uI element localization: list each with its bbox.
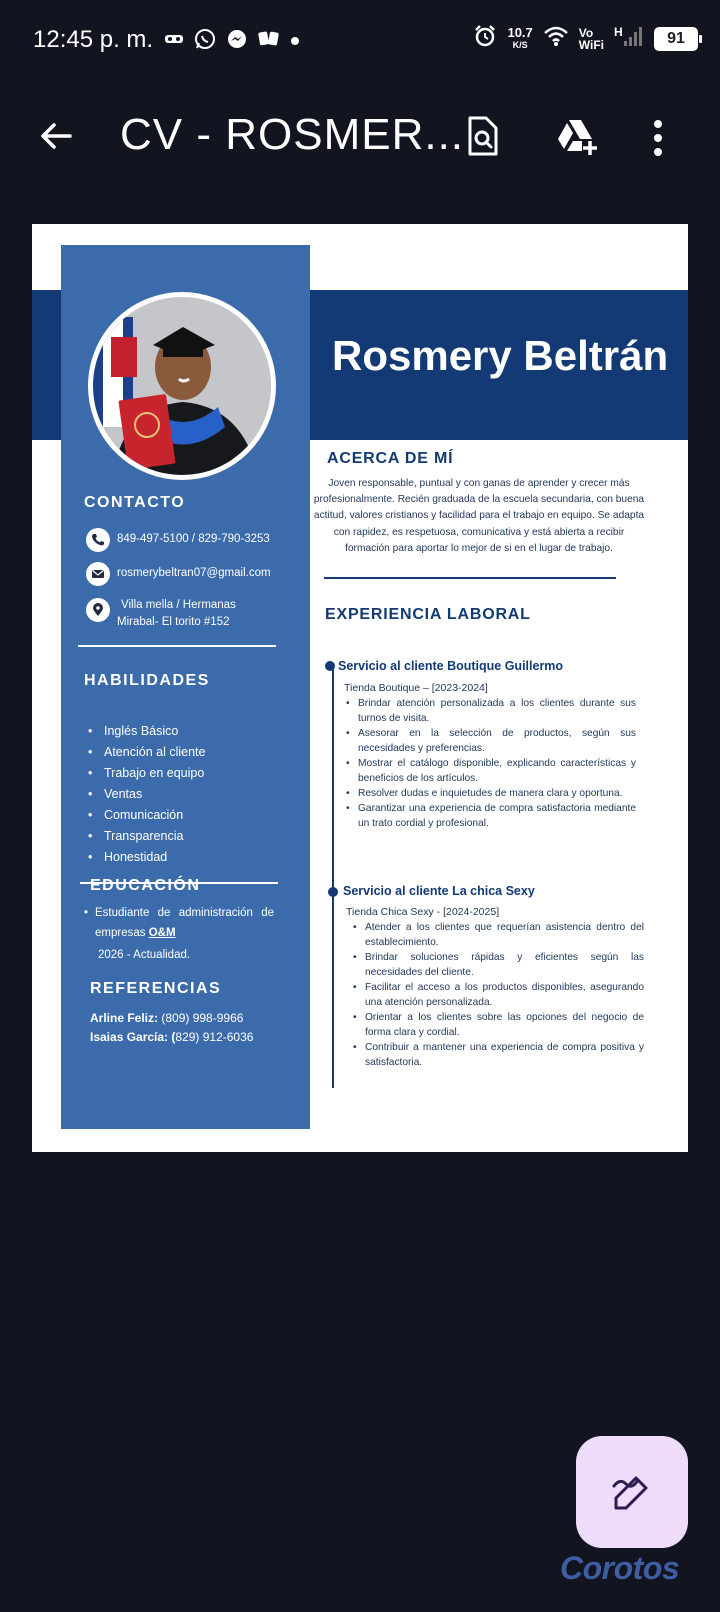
whatsapp-icon bbox=[194, 28, 216, 55]
contact-phone: 849-497-5100 / 829-790-3253 bbox=[117, 533, 270, 545]
back-arrow-icon bbox=[34, 114, 78, 158]
education-entry: • Estudiante de administración de empresas O&M bbox=[84, 903, 274, 943]
about-heading: ACERCA DE MÍ bbox=[327, 450, 454, 467]
timeline-dot bbox=[325, 661, 335, 671]
corotos-watermark: Corotos bbox=[560, 1550, 680, 1586]
job-duty: • Mostrar el catálogo disponible, explicando características y beneficios de los artículos. bbox=[346, 756, 636, 786]
job-duty: • Facilitar el acceso a los productos disponibles, asegurando una atención personalizada. bbox=[353, 980, 644, 1010]
contact-email-row bbox=[86, 562, 271, 586]
job-duty: • Brindar atención personalizada a los clientes durante sus turnos de visita. bbox=[346, 696, 636, 726]
battery-indicator: 91 bbox=[654, 27, 698, 51]
notification-icons bbox=[164, 28, 300, 55]
skill-item: • Atención al cliente bbox=[88, 742, 205, 763]
job-duty: • Orientar a los clientes sobre las opciones del negocio de forma clara y cordial. bbox=[353, 1010, 644, 1040]
skill-item: • Transparencia bbox=[88, 826, 205, 847]
experience-timeline bbox=[332, 666, 334, 1088]
contact-heading: CONTACTO bbox=[84, 494, 186, 511]
job-duty: • Garantizar una experiencia de compra satisfactoria mediante un trato cordial y profesional. bbox=[346, 801, 636, 831]
status-time: 12:45 p. m. bbox=[33, 26, 154, 53]
find-in-document-button[interactable] bbox=[458, 112, 506, 160]
job-title: Servicio al cliente Boutique Guillermo bbox=[338, 659, 564, 673]
education-heading: EDUCACIÓN bbox=[90, 877, 201, 894]
vowifi-indicator: Vo WiFi bbox=[578, 25, 604, 52]
job-duty: • Atender a los clientes que requerían asistencia dentro del establecimiento. bbox=[353, 920, 644, 950]
alarm-icon bbox=[473, 24, 497, 53]
document-title: CV - ROSMER... bbox=[120, 110, 465, 159]
contact-email: rosmerybeltran07@gmail.com bbox=[117, 567, 271, 579]
resume-name: Rosmery Beltrán bbox=[332, 332, 669, 379]
about-text: Joven responsable, puntual y con ganas de aprender y crecer más profesionalmente. Recién graduada de la escuela secundaria, con buena actitud, valores cristianos y facilidad para el trabajo en equipo. Se adapta con rapidez, es respetuosa, comunicativa y está abierta a recibir formación para aportar lo mejor de si en el lugar de trabajo. bbox=[313, 478, 645, 554]
job-duty: • Asesorar en la selección de productos, según sus necesidades y preferencias. bbox=[346, 726, 636, 756]
job-duties-list bbox=[353, 920, 644, 1070]
skill-item: • Trabajo en equipo bbox=[88, 763, 205, 784]
reference-item: Isaias García: (829) 912-6036 bbox=[90, 1030, 254, 1044]
contact-address: Villa mella / Hermanas Mirabal- El torito #152 bbox=[117, 599, 236, 628]
email-icon bbox=[86, 562, 110, 586]
skills-list bbox=[88, 721, 205, 868]
skill-item: • Ventas bbox=[88, 784, 205, 805]
messenger-icon bbox=[226, 28, 248, 55]
annotate-pen-icon bbox=[610, 1470, 654, 1514]
job-subtitle: Tienda Chica Sexy - [2024-2025] bbox=[346, 906, 500, 918]
drive-add-icon bbox=[552, 112, 600, 160]
skills-heading: HABILIDADES bbox=[84, 672, 210, 689]
job-duty: • Resolver dudas e inquietudes de manera clara y oportuna. bbox=[346, 786, 636, 801]
more-notifications-dot bbox=[290, 33, 300, 51]
phone-icon bbox=[86, 528, 110, 552]
references-heading: REFERENCIAS bbox=[90, 980, 222, 997]
app-bar bbox=[0, 90, 720, 180]
more-options-button[interactable] bbox=[646, 112, 670, 160]
graduate-portrait-image bbox=[93, 297, 271, 475]
location-pin-icon bbox=[86, 598, 110, 622]
back-button[interactable] bbox=[34, 114, 78, 158]
contact-address-row bbox=[86, 598, 236, 631]
incognito-icon bbox=[164, 32, 184, 51]
game-icon bbox=[258, 30, 280, 53]
wifi-icon bbox=[543, 25, 569, 52]
job-duty: • Brindar soluciones rápidas y eficientes según las necesidades del cliente. bbox=[353, 950, 644, 980]
svg-text:H: H bbox=[614, 25, 623, 39]
signal-icon bbox=[614, 24, 644, 53]
document-search-icon bbox=[458, 112, 506, 160]
edit-fab-button[interactable] bbox=[576, 1436, 688, 1548]
reference-item: Arline Feliz: (809) 998-9966 bbox=[90, 1011, 244, 1025]
profile-photo bbox=[88, 292, 276, 480]
job-subtitle: Tienda Boutique – [2023-2024] bbox=[344, 682, 488, 694]
job-duties-list bbox=[346, 696, 636, 831]
sidebar-divider bbox=[78, 645, 276, 647]
skill-item: • Comunicación bbox=[88, 805, 205, 826]
school-name: O&M bbox=[148, 927, 176, 939]
section-rule bbox=[324, 577, 616, 579]
more-vert-icon bbox=[646, 112, 670, 160]
job-duty: • Contribuir a mantener una experiencia de compra positiva y satisfactoria. bbox=[353, 1040, 644, 1070]
skill-item: • Honestidad bbox=[88, 847, 205, 868]
education-years: 2026 - Actualidad. bbox=[98, 949, 191, 961]
document-page[interactable] bbox=[32, 224, 688, 1152]
contact-phone-row bbox=[86, 528, 270, 552]
timeline-dot bbox=[328, 887, 338, 897]
experience-heading: EXPERIENCIA LABORAL bbox=[325, 606, 531, 623]
skill-item: • Inglés Básico bbox=[88, 721, 205, 742]
add-to-drive-button[interactable] bbox=[552, 112, 600, 160]
job-title: Servicio al cliente La chica Sexy bbox=[343, 884, 535, 898]
status-bar bbox=[0, 0, 720, 80]
network-speed: 10.7 K/S bbox=[507, 24, 533, 50]
